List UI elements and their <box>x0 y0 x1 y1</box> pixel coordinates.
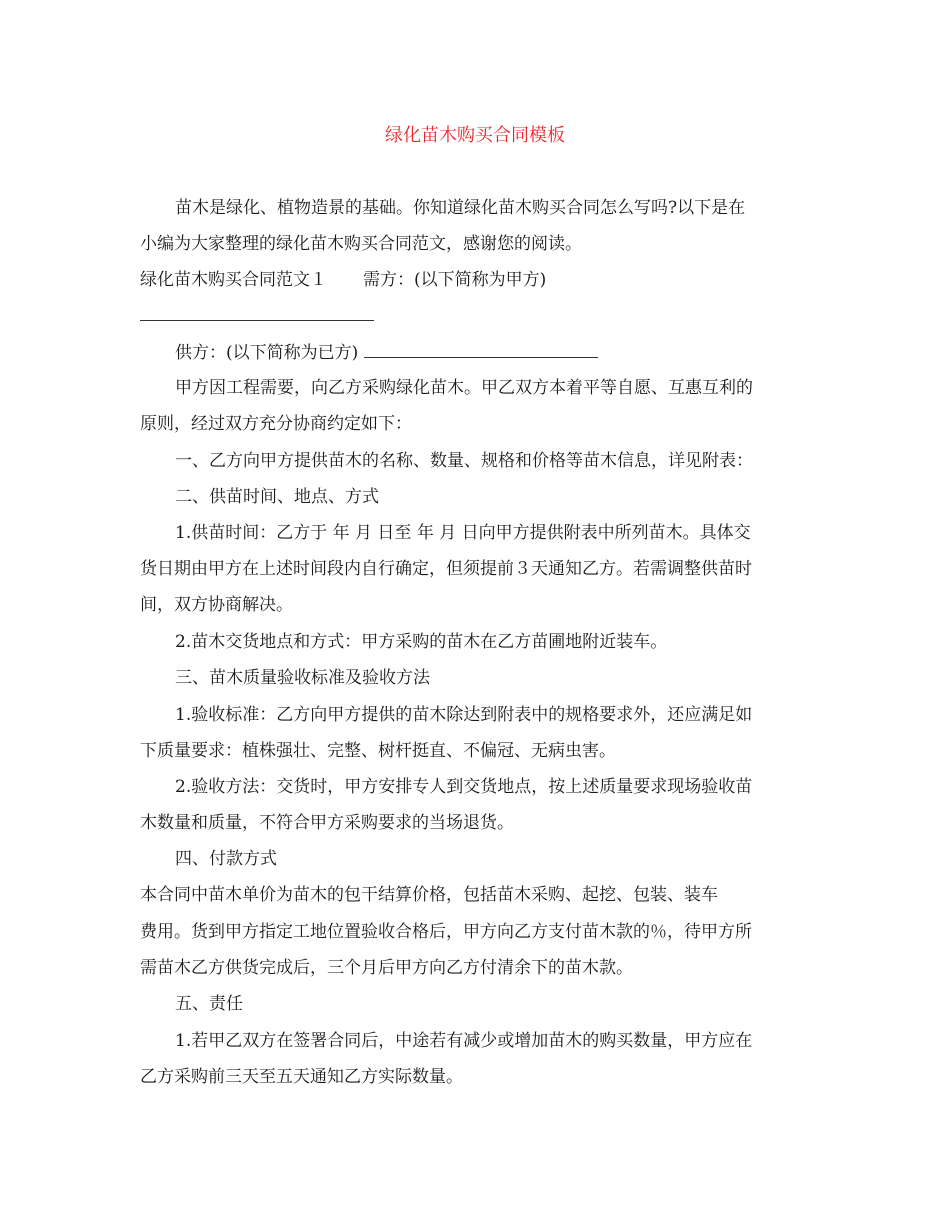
section-heading: 四、付款方式 <box>175 849 277 869</box>
buyer-blank <box>140 306 374 321</box>
supplier-blank <box>364 343 598 358</box>
supplier-label: 供方：(以下简称为已方) <box>175 343 359 363</box>
paragraph-line: 乙方采购前三天至五天通知乙方实际数量。 <box>140 1067 463 1087</box>
paragraph-line: 费用。货到甲方指定工地位置验收合格后，甲方向乙方支付苗木款的％，待甲方所 <box>140 922 752 942</box>
section-heading: 三、苗木质量验收标准及验收方法 <box>175 668 430 688</box>
paragraph-line: 间，双方协商解决。 <box>140 595 293 615</box>
paragraph-line: 原则，经过双方充分协商约定如下： <box>140 414 412 434</box>
section-heading-line <box>140 268 546 292</box>
buyer-label: 需方：(以下简称为甲方) <box>363 270 547 290</box>
clause-line: 2.验收方法：交货时，甲方安排专人到交货地点，按上述质量要求现场验收苗 <box>175 777 753 797</box>
paragraph-line: 木数量和质量，不符合甲方采购要求的当场退货。 <box>140 813 514 833</box>
clause-line: 2.苗木交货地点和方式：甲方采购的苗木在乙方苗圃地附近装车。 <box>175 632 668 652</box>
supplier-line <box>175 341 598 365</box>
paragraph-line: 下质量要求：植株强壮、完整、树杆挺直、不偏冠、无病虫害。 <box>140 741 616 761</box>
clause-line: 一、乙方向甲方提供苗木的名称、数量、规格和价格等苗木信息，详见附表： <box>175 451 753 471</box>
paragraph-line: 本合同中苗木单价为苗木的包干结算价格，包括苗木采购、起挖、包装、装车 <box>140 885 718 905</box>
paragraph-line: 甲方因工程需要，向乙方采购绿化苗木。甲乙双方本着平等自愿、互惠互利的 <box>175 378 753 398</box>
clause-line: 1.验收标准：乙方向甲方提供的苗木除达到附表中的规格要求外，还应满足如 <box>175 705 753 725</box>
section-heading: 二、供苗时间、地点、方式 <box>175 487 379 507</box>
document-title: 绿化苗木购买合同模板 <box>385 125 565 146</box>
paragraph-line: 小编为大家整理的绿化苗木购买合同范文，感谢您的阅读。 <box>140 234 582 254</box>
section-heading: 五、责任 <box>175 994 243 1014</box>
paragraph-line: 需苗木乙方供货完成后，三个月后甲方向乙方付清余下的苗木款。 <box>140 958 633 978</box>
paragraph-line: 苗木是绿化、植物造景的基础。你知道绿化苗木购买合同怎么写吗?以下是在 <box>175 198 746 218</box>
clause-line: 1.若甲乙双方在签署合同后，中途若有减少或增加苗木的购买数量，甲方应在 <box>175 1031 753 1051</box>
clause-line: 1.供苗时间：乙方于 年 月 日至 年 月 日向甲方提供附表中所列苗木。具体交 <box>175 523 751 543</box>
paragraph-line: 货日期由甲方在上述时间段内自行确定，但须提前３天通知乙方。若需调整供苗时 <box>140 559 752 579</box>
buyer-blank-line <box>140 304 374 328</box>
sample-heading: 绿化苗木购买合同范文１ <box>140 270 327 290</box>
